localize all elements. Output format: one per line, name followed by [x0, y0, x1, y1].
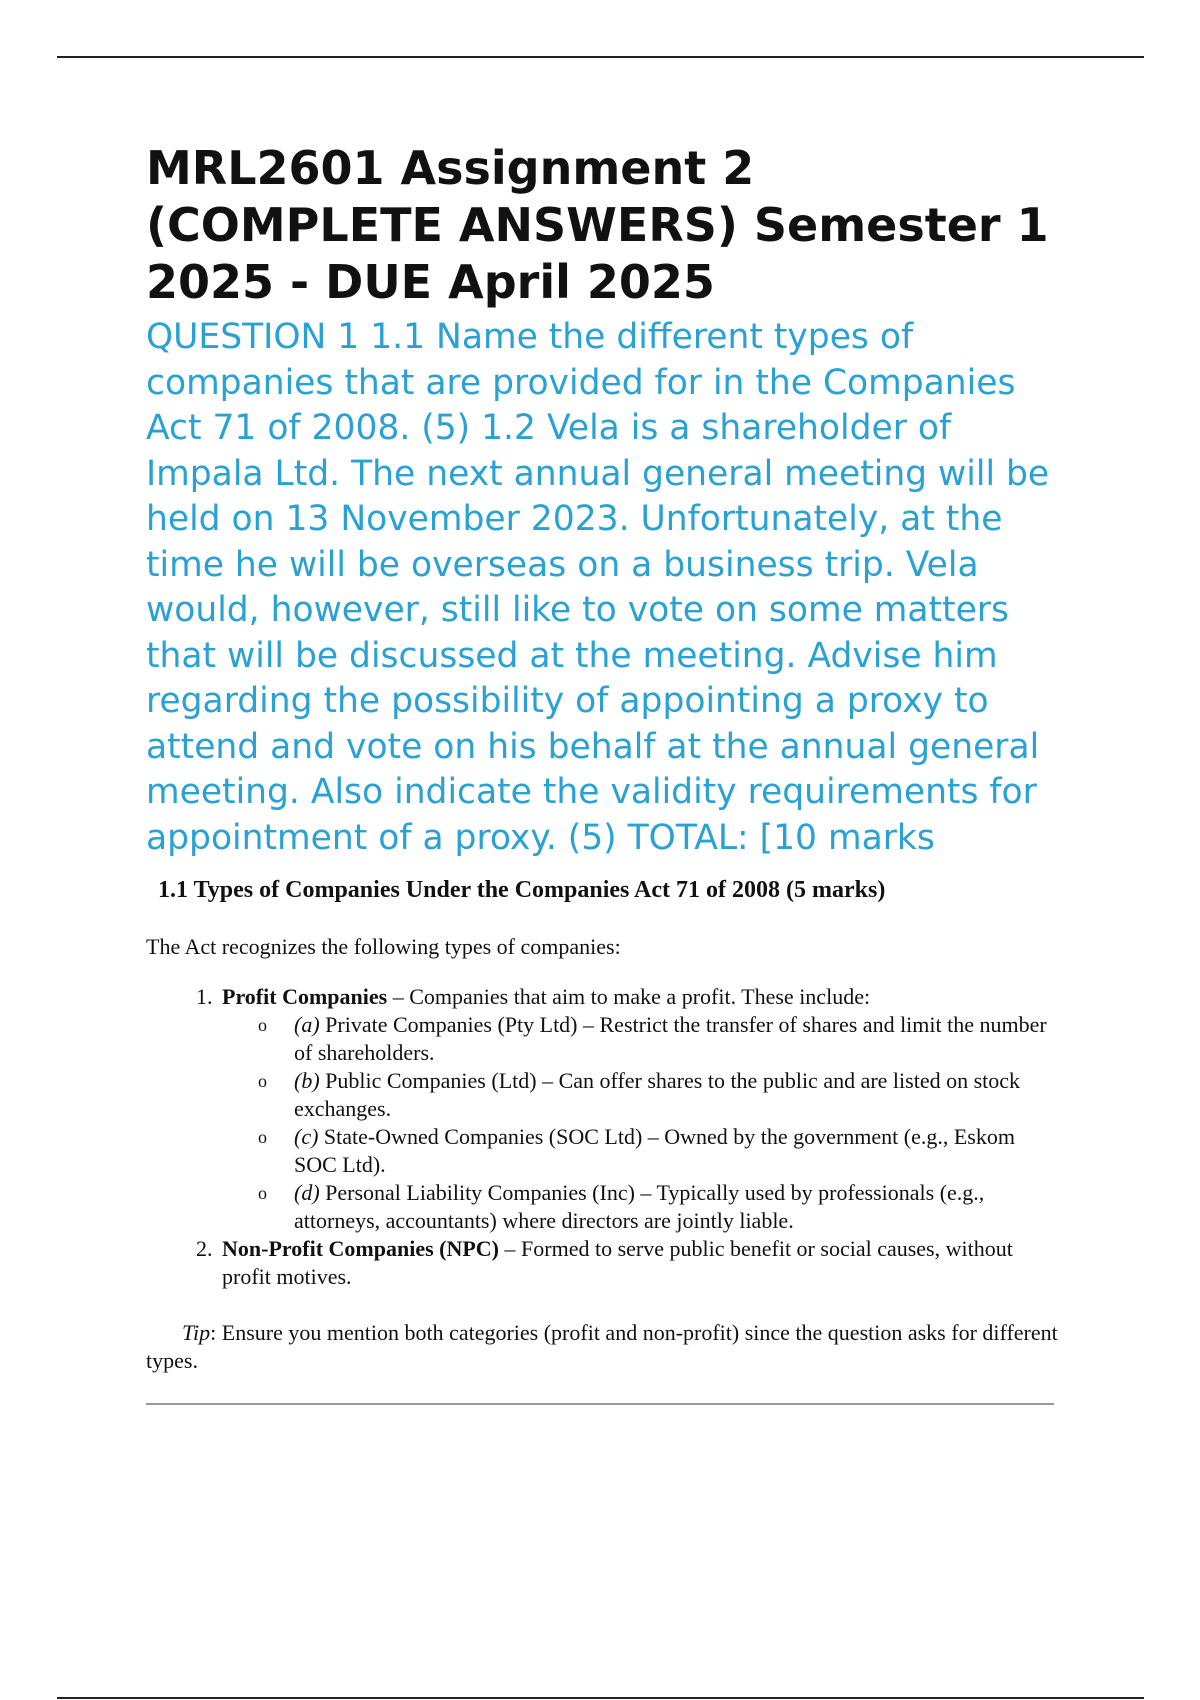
- bottom-rule: [57, 1697, 1144, 1699]
- bullet-icon: o: [258, 1183, 267, 1203]
- bullet-icon: o: [258, 1127, 267, 1147]
- list-item-term: Non-Profit Companies (NPC): [222, 1236, 500, 1261]
- sub-item-text: Public Companies (Ltd) – Can offer shares to the public and are listed on stock exchanges.: [294, 1068, 1021, 1121]
- list-item-profit: [218, 983, 1061, 1235]
- bullet-icon: o: [258, 1015, 267, 1035]
- sub-item-text: State-Owned Companies (SOC Ltd) – Owned by the government (e.g., Eskom SOC Ltd).: [294, 1124, 1015, 1177]
- document-body: [146, 140, 1061, 1405]
- sub-item-marker: (c): [294, 1124, 319, 1149]
- list-item-desc: – Companies that aim to make a profit. These include:: [387, 984, 871, 1009]
- sub-item-marker: (a): [294, 1012, 320, 1037]
- sub-item-text: Private Companies (Pty Ltd) – Restrict the transfer of shares and limit the number of shareholders.: [294, 1012, 1047, 1065]
- sub-item-public: [258, 1067, 1061, 1123]
- sub-item-private: [258, 1011, 1061, 1067]
- sub-item-personal-liability: [258, 1179, 1061, 1235]
- list-item-term: Profit Companies: [222, 984, 388, 1009]
- list-item-desc: – Formed to serve public benefit or social causes, without profit motives.: [222, 1236, 1013, 1289]
- sub-item-text: Personal Liability Companies (Inc) – Typically used by professionals (e.g., attorneys, accountants) where directors are jointly liable.: [294, 1180, 985, 1233]
- sub-item-marker: (b): [294, 1068, 320, 1093]
- sub-item-marker: (d): [294, 1180, 320, 1205]
- profit-subtypes-list: [222, 1011, 1061, 1235]
- company-types-list: [146, 983, 1061, 1291]
- sub-item-state-owned: [258, 1123, 1061, 1179]
- tip-text: : Ensure you mention both categories (profit and non-profit) since the question asks for different types.: [146, 1320, 1058, 1373]
- document-title: MRL2601 Assignment 2 (COMPLETE ANSWERS) Semester 1 2025 - DUE April 2025: [146, 141, 1049, 309]
- section-heading: 1.1 Types of Companies Under the Companies Act 71 of 2008 (5 marks): [158, 877, 886, 903]
- list-item-non-profit: [218, 1235, 1061, 1291]
- top-rule: [57, 56, 1144, 58]
- section-divider: [146, 1403, 1054, 1405]
- intro-text: The Act recognizes the following types of companies:: [146, 934, 621, 959]
- tip-paragraph: [146, 1319, 1061, 1375]
- tip-label: Tip: [182, 1320, 211, 1345]
- bullet-icon: o: [258, 1071, 267, 1091]
- question-text: QUESTION 1 1.1 Name the different types of companies that are provided for in the Companies Act 71 of 2008. (5) 1.2 Vela is a shareholder of Impala Ltd. The next annual general meeting will be held on 13 November 2023. Unfortunately, at the time he will be overseas on a business trip. Vela would, however, still like to vote on some matters that will be discussed at the meeting. Advise him regarding the possibility of appointing a proxy to attend and vote on his behalf at the annual general meeting. Also indicate the validity requirements for appointment of a proxy. (5) TOTAL: [10 marks: [146, 317, 1050, 858]
